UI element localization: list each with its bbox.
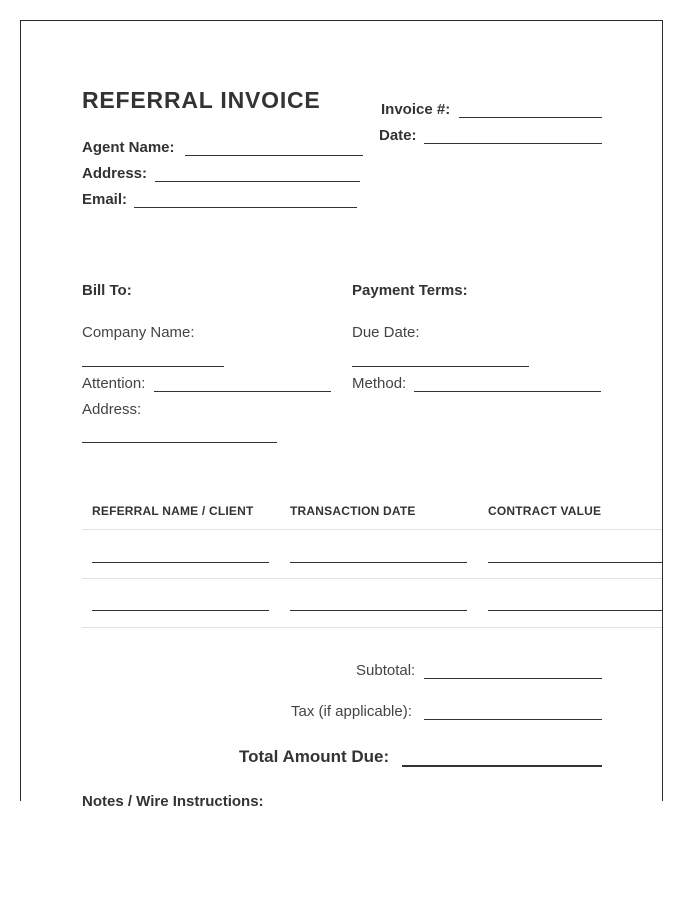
notes-label: Notes / Wire Instructions: [82,793,264,810]
method-field[interactable] [414,391,601,392]
bill-to-heading: Bill To: [82,282,132,299]
invoice-title: REFERRAL INVOICE [82,87,321,113]
due-date-label: Due Date: [352,324,420,341]
column-header-contract-value: CONTRACT VALUE [488,504,602,518]
agent-email-field[interactable] [134,207,357,208]
agent-address-label: Address: [82,165,148,182]
date-label: Date: [379,127,417,144]
column-header-referral: REFERRAL NAME / CLIENT [92,504,254,518]
agent-address-field[interactable] [155,181,360,182]
invoice-sheet [20,20,663,810]
agent-name-label: Agent Name: [82,139,175,156]
total-amount-field[interactable] [402,765,602,767]
bill-to-address-field[interactable] [82,442,277,443]
subtotal-field[interactable] [424,678,602,679]
transaction-date-field[interactable] [290,610,467,611]
agent-email-label: Email: [82,191,128,208]
table-header-divider [82,529,662,530]
agent-name-field[interactable] [185,155,363,156]
bill-to-address-label: Address: [82,401,142,418]
due-date-field[interactable] [352,366,529,367]
subtotal-label: Subtotal: [356,662,416,679]
table-row-divider [82,578,662,579]
tax-field[interactable] [424,719,602,720]
transaction-date-field[interactable] [290,562,467,563]
referral-name-field[interactable] [92,610,269,611]
invoice-number-field[interactable] [459,117,602,118]
company-name-field[interactable] [82,366,224,367]
method-label: Method: [352,375,407,392]
referral-name-field[interactable] [92,562,269,563]
invoice-number-label: Invoice #: [381,101,451,118]
payment-terms-heading: Payment Terms: [352,282,468,299]
total-amount-label: Total Amount Due: [239,747,390,766]
tax-label: Tax (if applicable): [291,703,412,720]
attention-label: Attention: [82,375,146,392]
date-field[interactable] [424,143,602,144]
column-header-transaction-date: TRANSACTION DATE [290,504,416,518]
company-name-label: Company Name: [82,324,195,341]
attention-field[interactable] [154,391,331,392]
table-row-divider [82,627,662,628]
contract-value-field[interactable] [488,610,662,611]
contract-value-field[interactable] [488,562,662,563]
